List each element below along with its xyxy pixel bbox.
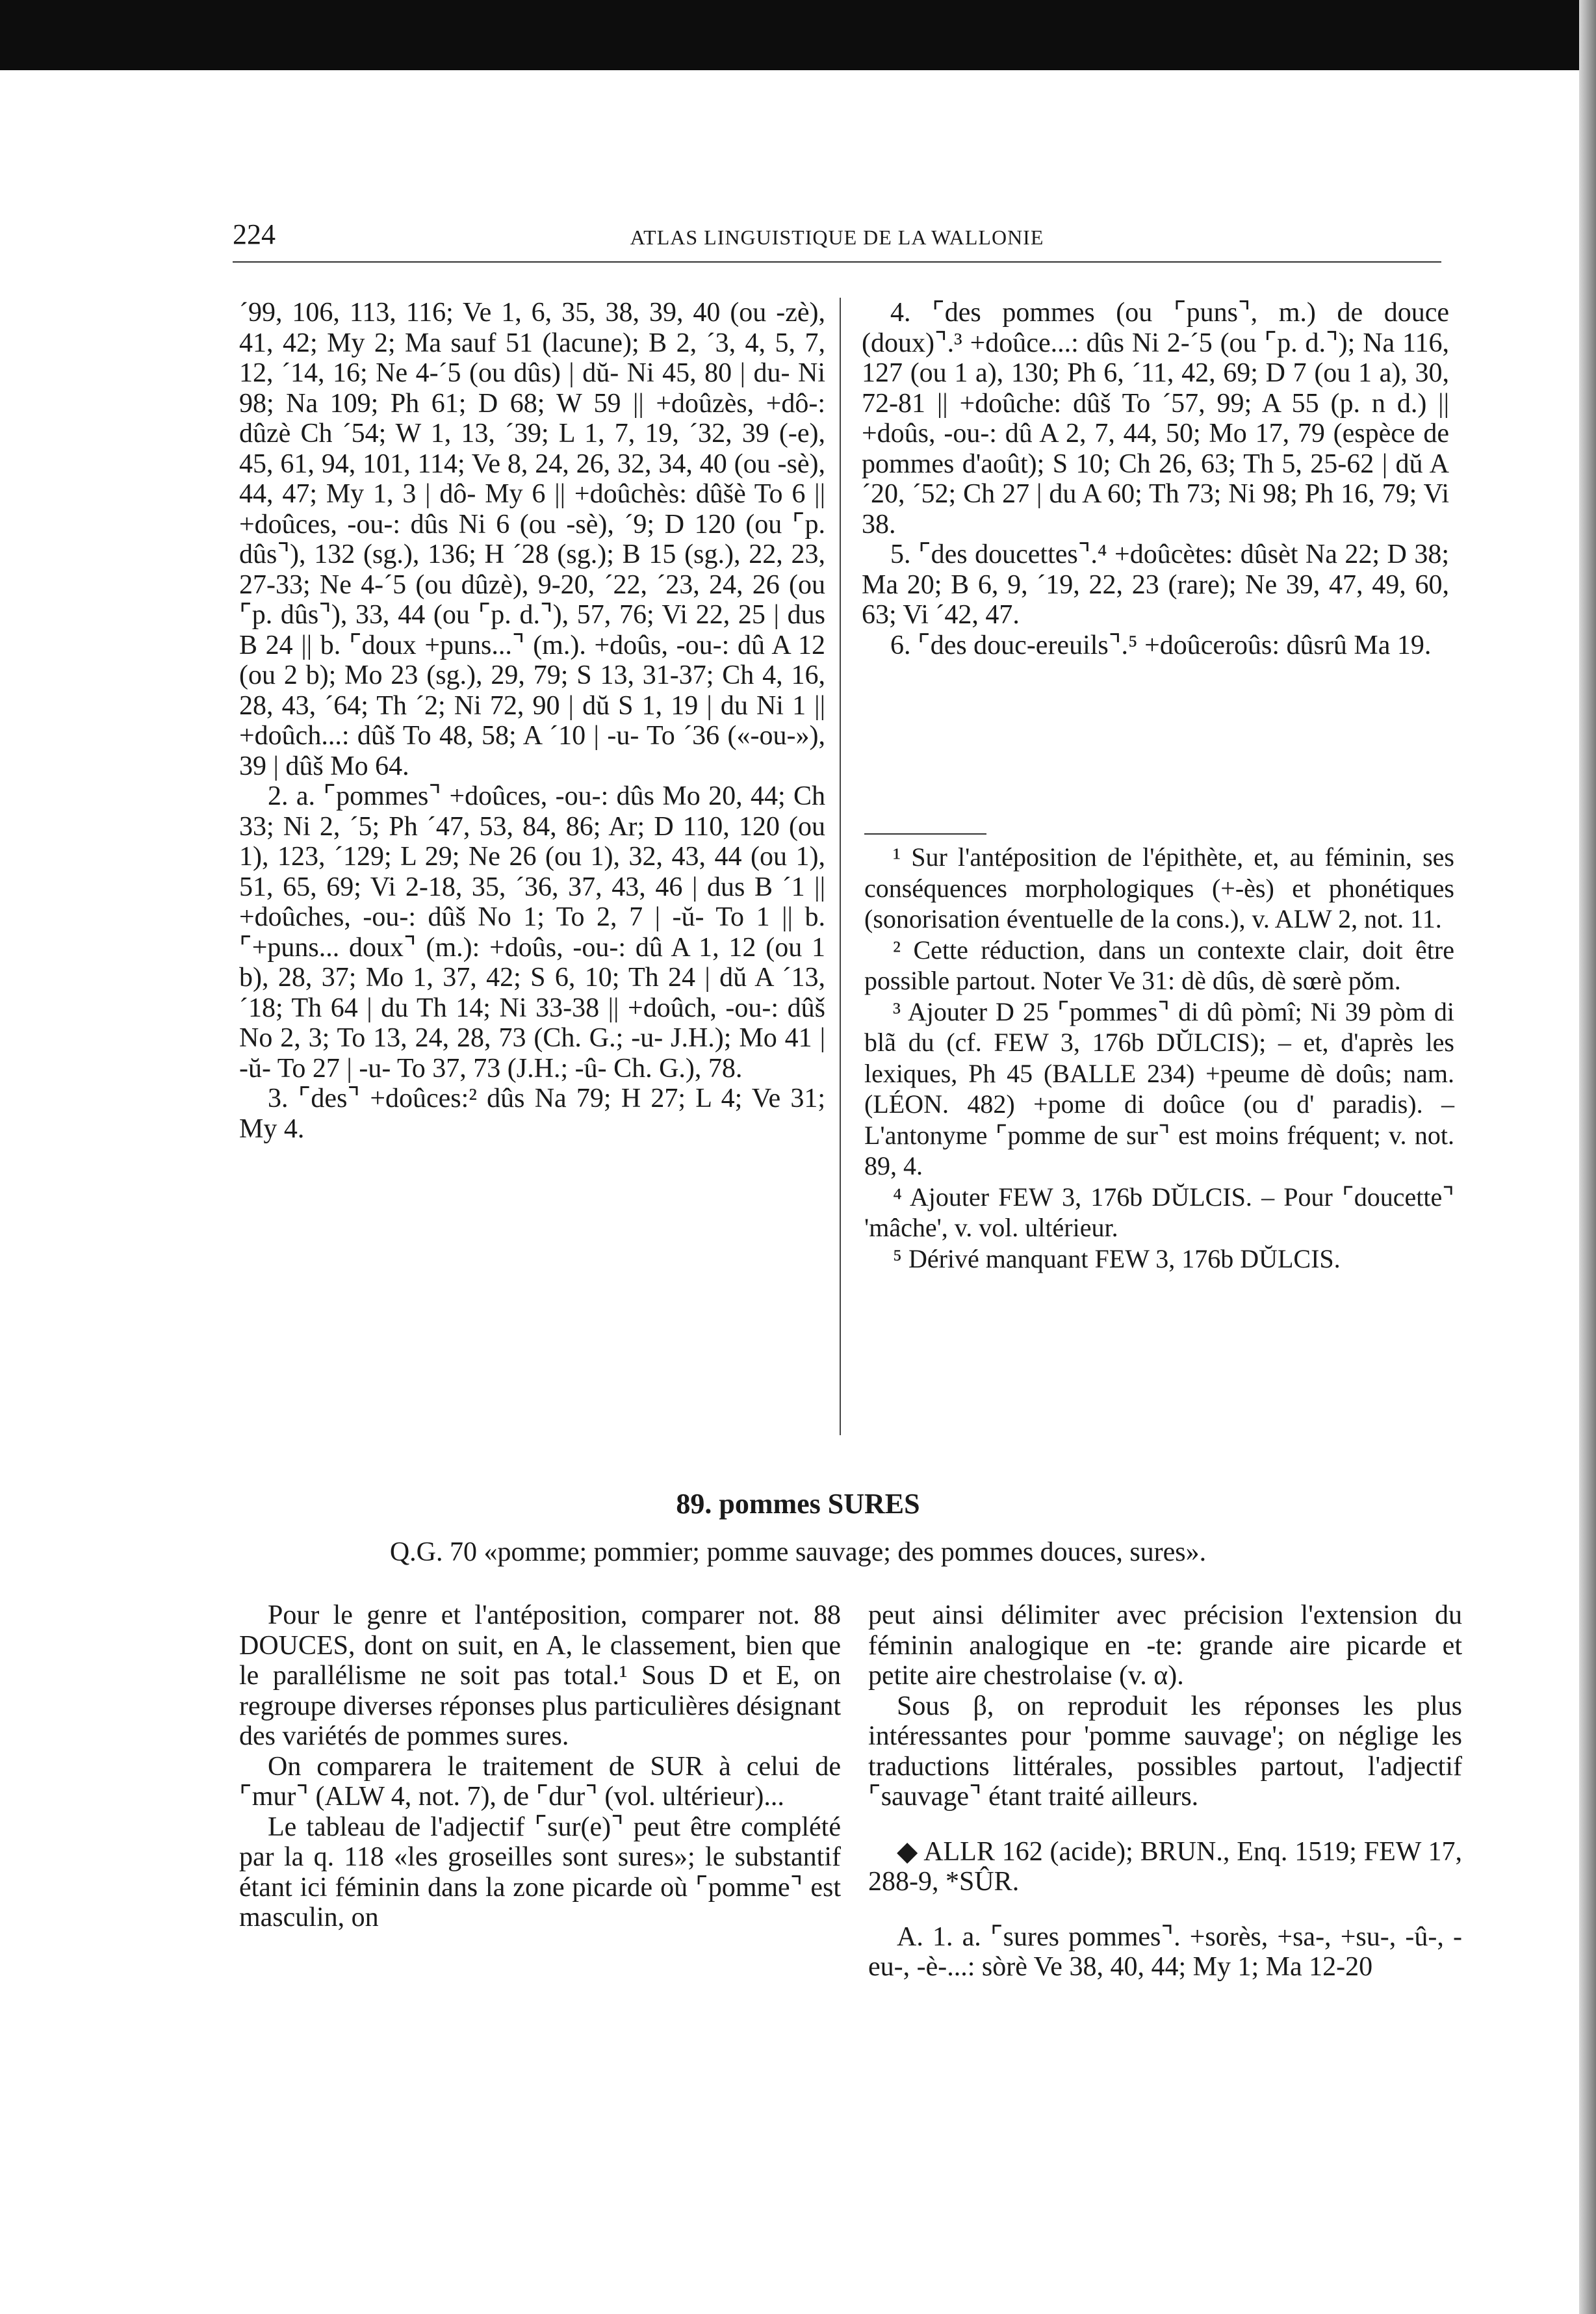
page-header xyxy=(233,218,1441,257)
paragraph: 3. ⌜des⌝ +doûces:² dûs Na 79; H 27; L 4; Ve 31; My 4. xyxy=(239,1084,825,1144)
paragraph: ´99, 106, 113, 116; Ve 1, 6, 35, 38, 39, 40 (ou -zè), 41, 42; My 2; Ma sauf 51 (lacune); B 2, ´3, 4, 5, 7, 12, ´14, 16; Ne 4-´5 (ou dûs) | dŭ- Ni 45, 80 | du- Ni 98; Na 109; Ph 61; D 68; W 59 || +doûzès, +dô-: dûzè Ch ´54; W 1, 13, ´39; L 1, 7, 19, ´32, 39 (-e), 45, 61, 94, 101, 114; Ve 8, 24, 26, 32, 34, 40 (ou -sè), 44, 47; My 1, 3 | dô- My 6 || +doûchès: dûšè To 6 || +doûces, -ou-: dûs Ni 6 (ou -sè), ´9; D 120 (ou ⌜p. dûs⌝), 132 (sg.), 136; H ´28 (sg.); B 15 (sg.), 22, 23, 27-33; Ne 4-´5 (ou dûzè), 9-20, ´22, ´23, 24, 26 (ou ⌜p. dûs⌝), 33, 44 (ou ⌜p. d.⌝), 57, 76; Vi 22, 25 | dus B 24 || b. ⌜doux +puns...⌝ (m.). +doûs, -ou-: dû A 12 (ou 2 b); Mo 23 (sg.), 29, 79; S 13, 31-37; Ch 4, 16, 28, 43, ´64; Th ´2; Ni 72, 90 | dŭ S 1, 19 | du Ni 1 || +doûch...: dûš To 48, 58; A ´10 | -u- To ´36 («-ou-»), 39 | dûš Mo 64. xyxy=(239,298,825,781)
footnote: ² Cette réduction, dans un contexte clair, doit être possible partout. Noter Ve 31: dè dûs, dè sœrè pŏm. xyxy=(864,935,1454,995)
spacer xyxy=(868,1897,1462,1922)
top-left-column xyxy=(239,298,825,1144)
scan-right-edge xyxy=(1579,0,1596,2314)
footnote-rule xyxy=(864,833,986,835)
scan-top-border xyxy=(0,0,1596,70)
footnote: ⁴ Ajouter FEW 3, 176b DŬLCIS. – Pour ⌜doucette⌝ 'mâche', v. vol. ultérieur. xyxy=(864,1182,1454,1242)
running-title: ATLAS LINGUISTIQUE DE LA WALLONIE xyxy=(630,226,1044,249)
top-right-column xyxy=(862,298,1449,660)
footnote: ¹ Sur l'antéposition de l'épithète, et, au féminin, ses conséquences morphologiques (+-ès) et phonétiques (sonorisation éventuelle de la cons.), v. ALW 2, not. 11. xyxy=(864,842,1454,933)
paragraph: A. 1. a. ⌜sures pommes⌝. +sorès, +sa-, +su-, -û-, -eu-, -è-...: sòrè Ve 38, 40, 44; My 1; Ma 12-20 xyxy=(868,1921,1462,1982)
footnote: ³ Ajouter D 25 ⌜pommes⌝ di dû pòmî; Ni 39 pòm di blã du (cf. FEW 3, 176b DŬLCIS); – et, d'après les lexiques, Ph 45 (BALLE 234) +peume dè doûs; nam. (LÉON. 482) +pome di doûce (ou d' paradis). – L'antonyme ⌜pomme de sur⌝ est moins fréquent; v. not. 89, 4. xyxy=(864,996,1454,1180)
section-title: 89. pommes SURES xyxy=(676,1488,920,1520)
column-divider xyxy=(840,298,841,1435)
header-rule xyxy=(233,261,1441,263)
spacer xyxy=(868,1812,1462,1837)
footnote: ⁵ Dérivé manquant FEW 3, 176b DŬLCIS. xyxy=(893,1243,1341,1273)
paragraph: peut ainsi délimiter avec précision l'extension du féminin analogique en -te: grande aire picarde et petite aire chestrolaise (v. α). xyxy=(868,1600,1462,1691)
bottom-right-column xyxy=(868,1600,1462,1982)
footnotes xyxy=(864,842,1454,1274)
page-number: 224 xyxy=(233,218,276,250)
bottom-left-column xyxy=(239,1600,841,1933)
paragraph: Sous β, on reproduit les réponses les plus intéressantes pour 'pomme sauvage'; on néglige les traductions littérales, possibles partout, l'adjectif ⌜sauvage⌝ étant traité ailleurs. xyxy=(868,1691,1462,1812)
section-question: Q.G. 70 «pomme; pommier; pomme sauvage; des pommes douces, sures». xyxy=(389,1537,1207,1567)
paragraph: 4. ⌜des pommes (ou ⌜puns⌝, m.) de douce (doux)⌝.³ +doûce...: dûs Ni 2-´5 (ou ⌜p. d.⌝); Na 116, 127 (ou 1 a), 130; Ph 6, ´11, 42, 69; D 7 (ou 1 a), 30, 72-81 || +doûche: dûš To ´57, 99; A 55 (p. n d.) || +doûs, -ou-: dû A 2, 7, 44, 50; Mo 17, 79 (espèce de pommes d'août); S 10; Ch 26, 63; Th 5, 25-62 | dŭ A ´20, ´52; Ch 27 | du A 60; Th 73; Ni 98; Ph 16, 79; Vi 38. xyxy=(862,298,1449,540)
paragraph: 6. ⌜des douc-ereuils⌝.⁵ +doûceroûs: dûsrû Ma 19. xyxy=(890,630,1432,660)
paragraph: On comparera le traitement de SUR à celui de ⌜mur⌝ (ALW 4, not. 7), de ⌜dur⌝ (vol. ultérieur)... xyxy=(239,1751,841,1812)
paragraph: Le tableau de l'adjectif ⌜sur(e)⌝ peut être complété par la q. 118 «les groseilles sont sures»; le substantif étant ici féminin dans la zone picarde où ⌜pomme⌝ est masculin, on xyxy=(239,1812,841,1932)
paragraph: Pour le genre et l'antéposition, comparer not. 88 DOUCES, dont on suit, en A, le classement, bien que le parallélisme ne soit pas total.¹ Sous D et E, on regroupe diverses réponses plus particulières désignant des variétés de pommes sures. xyxy=(239,1600,841,1751)
paragraph: ◆ ALLR 162 (acide); BRUN., Enq. 1519; FEW 17, 288-9, *SÛR. xyxy=(868,1836,1462,1897)
paragraph: 5. ⌜des doucettes⌝.⁴ +doûcètes: dûsèt Na 22; D 38; Ma 20; B 6, 9, ´19, 22, 23 (rare); Ne 39, 47, 49, 60, 63; Vi ´42, 47. xyxy=(862,540,1449,630)
paragraph: 2. a. ⌜pommes⌝ +doûces, -ou-: dûs Mo 20, 44; Ch 33; Ni 2, ´5; Ph ´47, 53, 84, 86; Ar; D 110, 120 (ou 1), 123, ´129; L 29; Ne 26 (ou 1), 32, 43, 44 (ou 1), 51, 65, 69; Vi 2-18, 35, ´36, 37, 43, 46 | dus B ´1 || +doûches, -ou-: dûš No 1; To 2, 7 | -ŭ- To 1 || b. ⌜+puns... doux⌝ (m.): +doûs, -ou-: dû A 1, 12 (ou 1 b), 28, 37; Mo 1, 37, 42; S 6, 10; Th 24 | dŭ A ´13, ´18; Th 64 | du Th 14; Ni 33-38 || +doûch, -ou-: dûš No 2, 3; To 13, 24, 28, 73 (Ch. G.; -u- J.H.); Mo 41 | -ŭ- To 27 | -u- To 37, 73 (J.H.; -û- Ch. G.), 78. xyxy=(239,781,825,1084)
